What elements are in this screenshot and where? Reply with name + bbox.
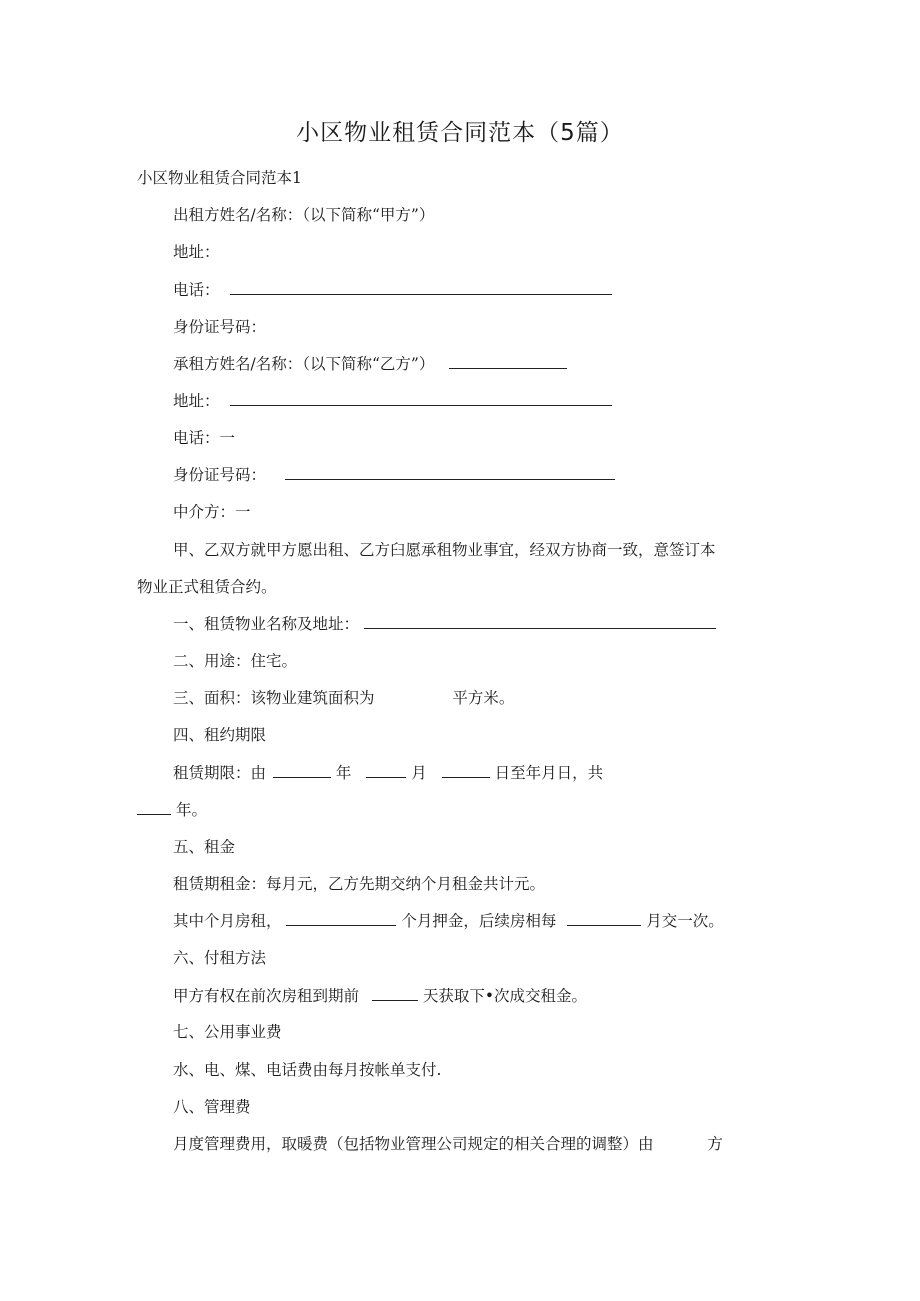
term-total-blank — [137, 800, 171, 815]
clause-4-line: 四、租约期限 — [173, 726, 267, 744]
clause-5-line: 五、租金 — [173, 838, 236, 856]
rent-interval-blank — [567, 911, 641, 926]
lessee-name-label: 承租方姓名/名称：（以下简称“乙方”） — [173, 355, 435, 373]
rent-line-1: 租赁期租金：每月元，乙方先期交纳个月租金共计元。 — [173, 875, 546, 893]
clause-8-line: 八、管理费 — [173, 1098, 251, 1116]
lessee-id-line — [173, 465, 615, 485]
term-total-label: 年。 — [175, 801, 207, 819]
term-year-blank — [273, 763, 331, 778]
term-day-blank — [442, 763, 490, 778]
agent-line: 中介方：一 — [173, 503, 251, 521]
payment-label: 甲方有权在前次房租到期前 — [173, 987, 360, 1005]
clause-1-blank — [364, 614, 716, 629]
payment-days-blank — [372, 986, 418, 1001]
term-year-label: 年 — [335, 764, 352, 782]
clause-3-line — [173, 688, 514, 708]
clause-2-line: 二、用途：住宅。 — [173, 652, 298, 670]
term-month-blank — [366, 763, 406, 778]
clause-1-label: 一、租赁物业名称及地址： — [173, 615, 360, 633]
management-fee-line — [173, 1134, 723, 1154]
term-label: 租赁期限：由 — [173, 764, 267, 782]
term-line — [173, 763, 603, 783]
document-title: 小区物业租赁合同范本（5篇） — [296, 120, 624, 146]
rent-line-2 — [173, 911, 724, 931]
utilities-line: 水、电、煤、电话费由每月按帐单支付. — [173, 1061, 442, 1079]
lessor-address-line: 地址： — [173, 243, 220, 261]
term-month-label: 月 — [411, 764, 427, 782]
lessor-phone-blank — [230, 280, 612, 295]
intro-line-2: 物业正式租赁合约。 — [137, 578, 277, 596]
lessor-name-line: 出租方姓名/名称：（以下简称“甲方”） — [173, 206, 435, 224]
clause-3-label: 三、面积：该物业建筑面积为 — [173, 689, 375, 707]
rent-months-label: 其中个月房租， — [173, 912, 282, 930]
rent-interval-label: 月交一次。 — [646, 912, 724, 930]
lessee-name-line — [173, 354, 567, 374]
lessee-address-blank — [230, 391, 612, 406]
clause-6-line: 六、付租方法 — [173, 949, 267, 967]
clause-1-line — [173, 614, 716, 634]
management-fee-party: 方 — [707, 1135, 723, 1153]
section-heading: 小区物业租赁合同范本1 — [137, 169, 302, 187]
payment-rest: 天获取下•次成交租金。 — [422, 987, 588, 1005]
payment-line — [173, 986, 587, 1006]
rent-deposit-label: 个月押金，后续房相每 — [401, 912, 557, 930]
intro-line-1: 甲、乙双方就甲方愿出租、乙方臼愿承租物业事宜，经双方协商一致，意签订本 — [173, 541, 716, 559]
management-fee-text: 月度管理费用，取暖费（包括物业管理公司规定的相关合理的调整）由 — [173, 1135, 654, 1153]
lessee-id-blank — [285, 465, 615, 480]
term-day-label: 日至年月日，共 — [494, 764, 604, 782]
term-total-line — [137, 800, 207, 820]
lessor-phone-label: 电话： — [173, 281, 220, 299]
lessee-phone-line: 电话：一 — [173, 429, 236, 447]
lessor-phone-line — [173, 280, 612, 300]
clause-7-line: 七、公用事业费 — [173, 1023, 282, 1041]
lessee-address-line — [173, 391, 612, 411]
clause-3-unit: 平方米。 — [452, 689, 515, 707]
lessee-id-label: 身份证号码： — [173, 466, 267, 484]
lessor-id-line: 身份证号码： — [173, 318, 267, 336]
lessee-address-label: 地址： — [173, 392, 220, 410]
rent-deposit-blank — [286, 911, 396, 926]
lessee-name-blank — [449, 354, 567, 369]
